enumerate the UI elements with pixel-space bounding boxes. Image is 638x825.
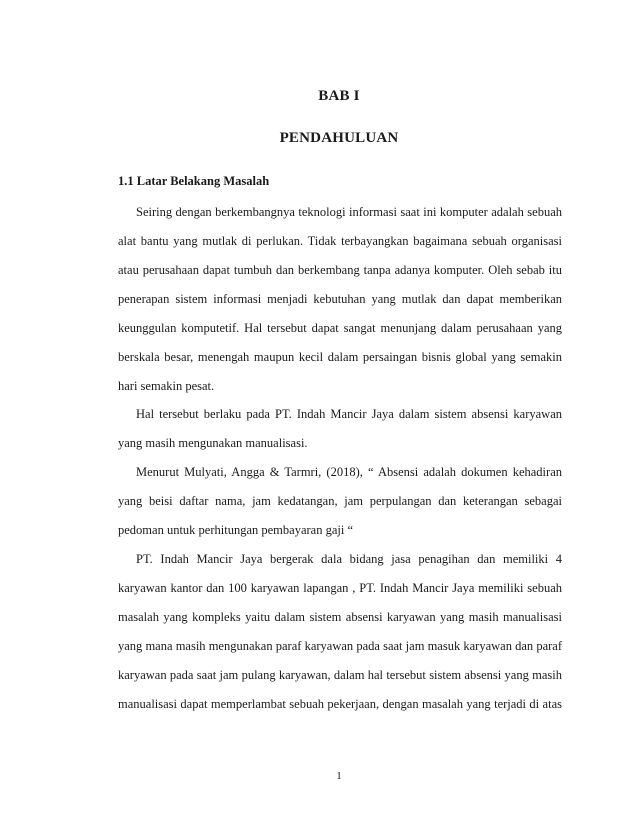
paragraph-line: masalah yang kompleks yaitu dalam sistem absensi karyawan yang masih manualisasi (118, 610, 562, 624)
paragraph-line: karyawan pada saat jam pulang karyawan, dalam hal tersebut sistem absensi yang masih (118, 668, 562, 682)
chapter-number: BAB I (318, 88, 360, 104)
paragraph-line: karyawan kantor dan 100 karyawan lapangan , PT. Indah Mancir Jaya memiliki sebuah (118, 581, 562, 595)
paragraph-line: manualisasi dapat memperlambat sebuah pekerjaan, dengan masalah yang terjadi di atas (118, 697, 562, 711)
paragraph-line: penerapan sistem informasi menjadi kebutuhan yang mutlak dan dapat memberikan (118, 292, 562, 306)
paragraph-line: keunggulan komputetif. Hal tersebut dapat sangat menunjang dalam perusahaan yang (118, 321, 562, 335)
paragraph-4 (118, 545, 562, 719)
paragraph-1 (118, 198, 562, 401)
paragraph-line: hari semakin pesat. (118, 379, 215, 393)
section-heading: 1.1 Latar Belakang Masalah (118, 174, 270, 188)
paragraph-line: yang masih mengunakan manualisasi. (118, 436, 308, 450)
paragraph-line: PT. Indah Mancir Jaya bergerak dala bidang jasa penagihan dan memiliki 4 (136, 552, 562, 566)
paragraph-2 (118, 400, 562, 458)
page-number: 1 (336, 770, 342, 782)
paragraph-line: Seiring dengan berkembangnya teknologi informasi saat ini komputer adalah sebuah (136, 205, 562, 219)
paragraph-3 (118, 458, 562, 545)
chapter-title: PENDAHULUAN (279, 130, 399, 146)
paragraph-line: yang beisi daftar nama, jam kedatangan, jam perpulangan dan keterangan sebagai (118, 494, 562, 508)
paragraph-line: atau perusahaan dapat tumbuh dan berkembang tanpa adanya komputer. Oleh sebab itu (118, 263, 562, 277)
paragraph-line: berskala besar, menengah maupun kecil dalam persaingan bisnis global yang semakin (118, 350, 562, 364)
paragraph-line: Menurut Mulyati, Angga & Tarmri, (2018), “ Absensi adalah dokumen kehadiran (136, 465, 562, 479)
paragraph-line: pedoman untuk perhitungan pembayaran gaji “ (118, 523, 353, 537)
paragraph-line: Hal tersebut berlaku pada PT. Indah Mancir Jaya dalam sistem absensi karyawan (136, 407, 562, 421)
paragraph-line: alat bantu yang mutlak di perlukan. Tidak terbayangkan bagaimana sebuah organisasi (118, 234, 562, 248)
paragraph-line: yang mana masih mengunakan paraf karyawan pada saat jam masuk karyawan dan paraf (118, 639, 562, 653)
